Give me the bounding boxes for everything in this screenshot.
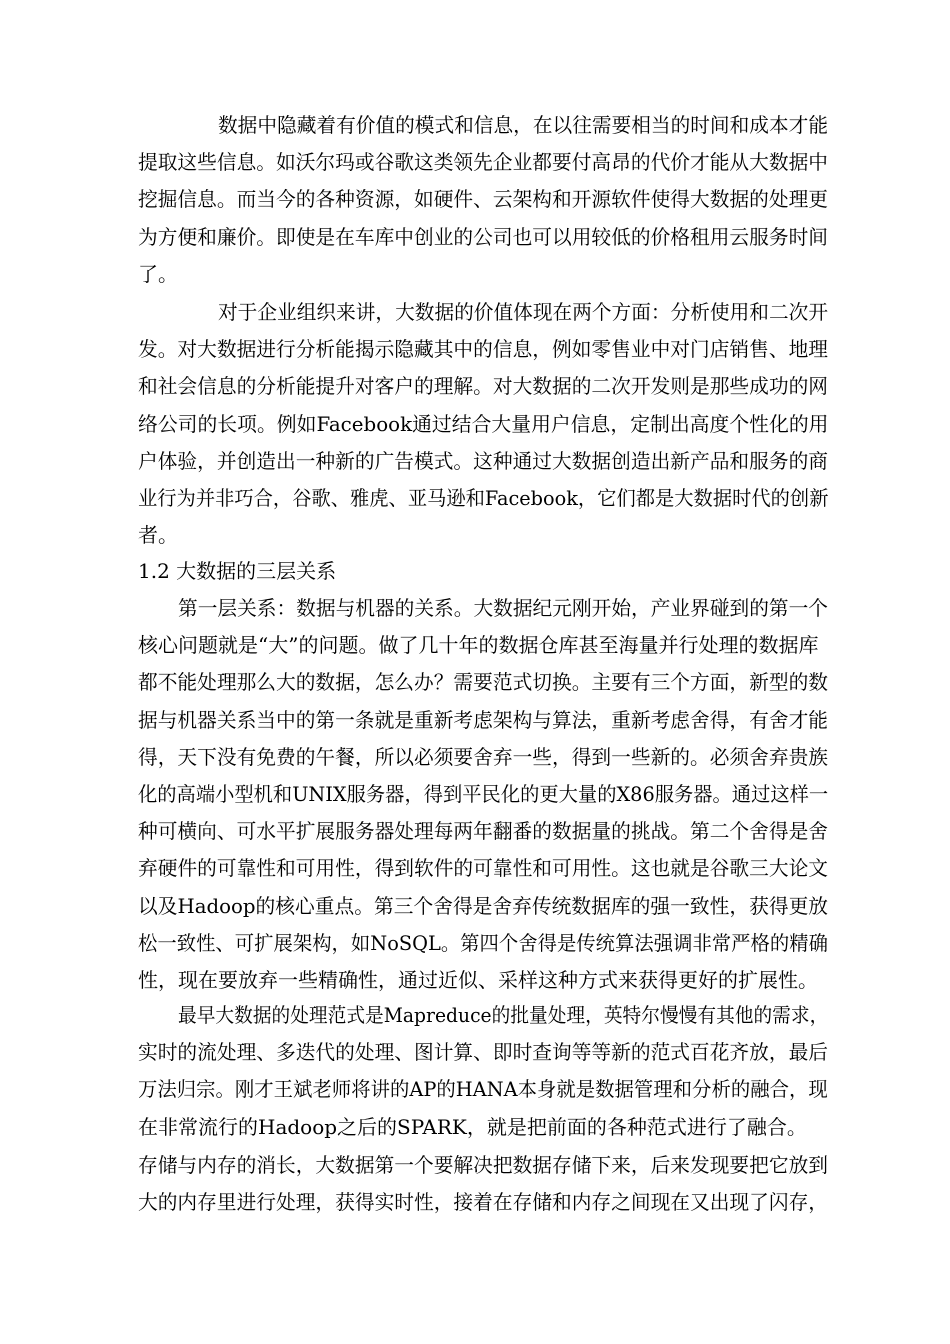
text-line: 络公司的长项。例如Facebook通过结合大量用户信息，定制出高度个性化的用 (138, 411, 829, 436)
text-line: 1.2 大数据的三层关系 (138, 559, 337, 583)
text-line: 提取这些信息。如沃尔玛或谷歌这类领先企业都要付高昂的代价才能从大数据中 (138, 150, 828, 175)
text-line: 了。 (138, 261, 178, 286)
text-line: 数据中隐藏着有价值的模式和信息，在以往需要相当的时间和成本才能 (218, 113, 828, 137)
text-line: 在非常流行的Hadoop之后的SPARK，就是把前面的各种范式进行了融合。 (138, 1114, 807, 1139)
text-line: 户体验，并创造出一种新的广告模式。这种通过大数据创造出新产品和服务的商 (138, 448, 828, 473)
text-line: 业行为并非巧合，谷歌、雅虎、亚马逊和Facebook，它们都是大数据时代的创新 (138, 486, 829, 510)
text-line: 得，天下没有免费的午餐，所以必须要舍弃一些，得到一些新的。必须舍弃贵族 (138, 744, 828, 769)
text-line: 以及Hadoop的核心重点。第三个舍得是舍弃传统数据库的强一致性，获得更放 (138, 893, 829, 918)
text-line: 者。 (138, 523, 178, 548)
text-line: 化的高端小型机和UNIX服务器，得到平民化的更大量的X86服务器。通过这样一 (138, 782, 829, 806)
text-line: 性，现在要放弃一些精确性，通过近似、采样这种方式来获得更好的扩展性。 (138, 968, 818, 992)
text-line: 弃硬件的可靠性和可用性，得到软件的可靠性和可用性。这也就是谷歌三大论文 (138, 856, 828, 881)
text-line: 为方便和廉价。即使是在车库中创业的公司也可以用较低的价格租用云服务时间 (138, 224, 828, 249)
text-line: 大的内存里进行处理，获得实时性，接着在存储和内存之间现在又出现了闪存， (138, 1190, 828, 1215)
text-line: 松一致性、可扩展架构，如NoSQL。第四个舍得是传统算法强调非常严格的精确 (138, 930, 828, 955)
text-line: 核心问题就是“大”的问题。做了几十年的数据仓库甚至海量并行处理的数据库 (138, 633, 819, 658)
text-line: 第一层关系：数据与机器的关系。大数据纪元刚开始，产业界碰到的第一个 (178, 596, 828, 620)
text-line: 挖掘信息。而当今的各种资源，如硬件、云架构和开源软件使得大数据的处理更 (138, 187, 828, 212)
text-line: 最早大数据的处理范式是Mapreduce的批量处理，英特尔慢慢有其他的需求， (178, 1003, 829, 1027)
text-line: 万法归宗。刚才王斌老师将讲的AP的HANA本身就是数据管理和分析的融合，现 (138, 1077, 828, 1102)
text-line: 据与机器关系当中的第一条就是重新考虑架构与算法，重新考虑舍得，有舍才能 (138, 707, 828, 732)
text-line: 实时的流处理、多迭代的处理、图计算、即时查询等等新的范式百花齐放，最后 (138, 1040, 828, 1065)
text-line: 对于企业组织来讲，大数据的价值体现在两个方面：分析使用和二次开 (218, 300, 828, 324)
text-line: 存储与内存的消长，大数据第一个要解决把数据存储下来，后来发现要把它放到 (138, 1153, 828, 1177)
text-line: 发。对大数据进行分析能揭示隐藏其中的信息，例如零售业中对门店销售、地理 (138, 337, 828, 362)
text-line: 和社会信息的分析能提升对客户的理解。对大数据的二次开发则是那些成功的网 (138, 374, 828, 399)
text-line: 种可横向、可水平扩展服务器处理每两年翻番的数据量的挑战。第二个舍得是舍 (138, 819, 828, 844)
text-line: 都不能处理那么大的数据，怎么办？需要范式切换。主要有三个方面，新型的数 (138, 670, 828, 695)
